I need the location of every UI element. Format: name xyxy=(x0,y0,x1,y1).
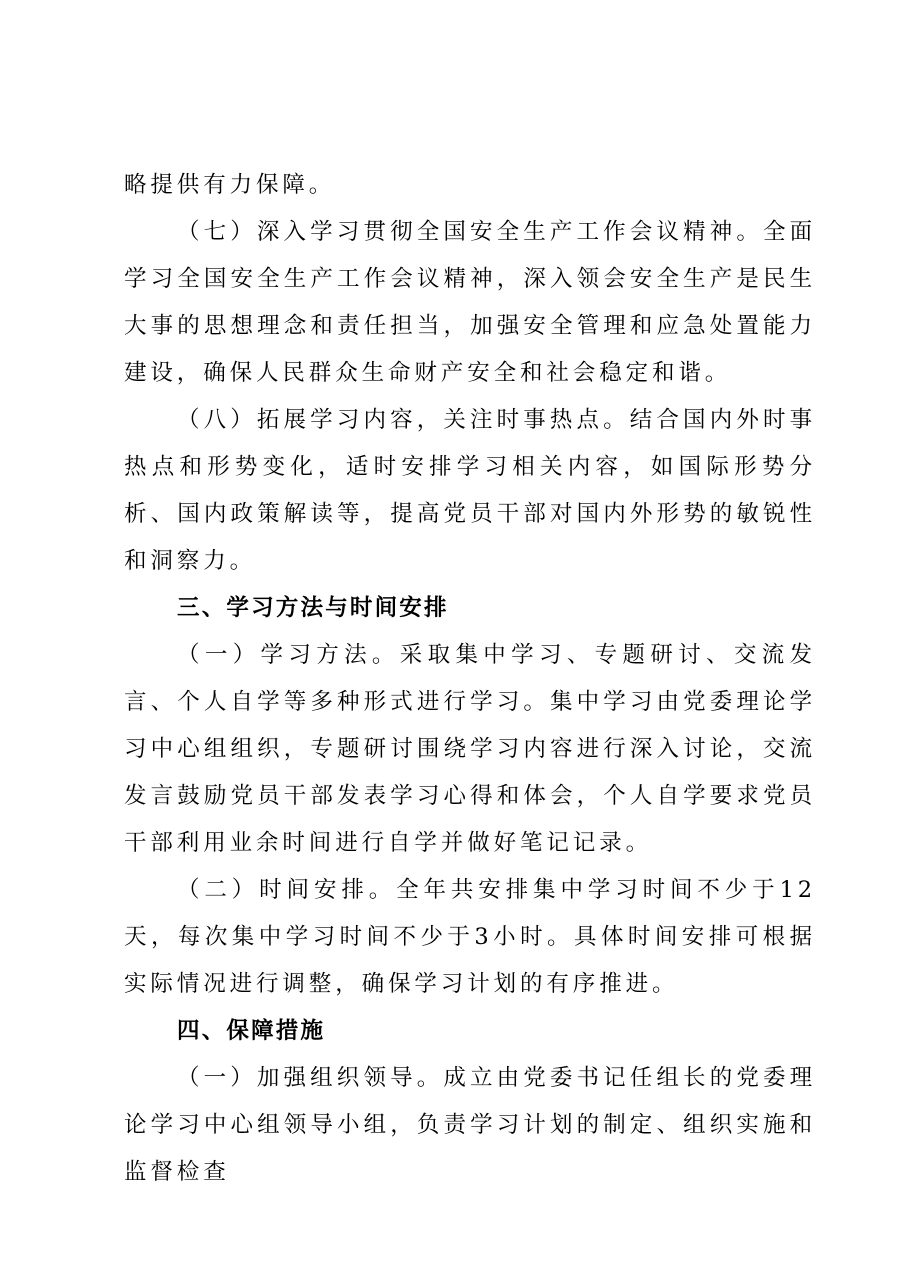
paragraph-time-schedule: （二）时间安排。全年共安排集中学习时间不少于12天，每次集中学习时间不少于3小时。具体时间安排可根据实际情况进行调整，确保学习计划的有序推进。 xyxy=(124,877,816,997)
heading-study-methods: 三、学习方法与时间安排 xyxy=(177,595,449,621)
heading-safeguards: 四、保障措施 xyxy=(177,1018,326,1044)
paragraph-section-8: （八）拓展学习内容，关注时事热点。结合国内外时事热点和形势变化，适时安排学习相关内容，如国际形势分析、国内政策解读等，提高党员干部对国内外形势的敏锐性和洞察力。 xyxy=(124,407,816,574)
paragraph-section-7: （七）深入学习贯彻全国安全生产工作会议精神。全面学习全国安全生产工作会议精神，深入领会安全生产是民生大事的思想理念和责任担当，加强安全管理和应急处置能力建设，确保人民群众生命财产安全和社会稳定和谐。 xyxy=(124,219,816,386)
document-body xyxy=(124,162,816,1196)
paragraph-continuation: 略提供有力保障。 xyxy=(124,172,336,198)
paragraph-study-method: （一）学习方法。采取集中学习、专题研讨、交流发言、个人自学等多种形式进行学习。集中学习由党委理论学习中心组组织，专题研讨围绕学习内容进行深入讨论，交流发言鼓励党员干部发表学习心得和体会，个人自学要求党员干部利用业余时间进行自学并做好笔记记录。 xyxy=(124,642,816,856)
paragraph-organization-leadership: （一）加强组织领导。成立由党委书记任组长的党委理论学习中心组领导小组，负责学习计划的制定、组织实施和监督检查 xyxy=(124,1065,816,1185)
